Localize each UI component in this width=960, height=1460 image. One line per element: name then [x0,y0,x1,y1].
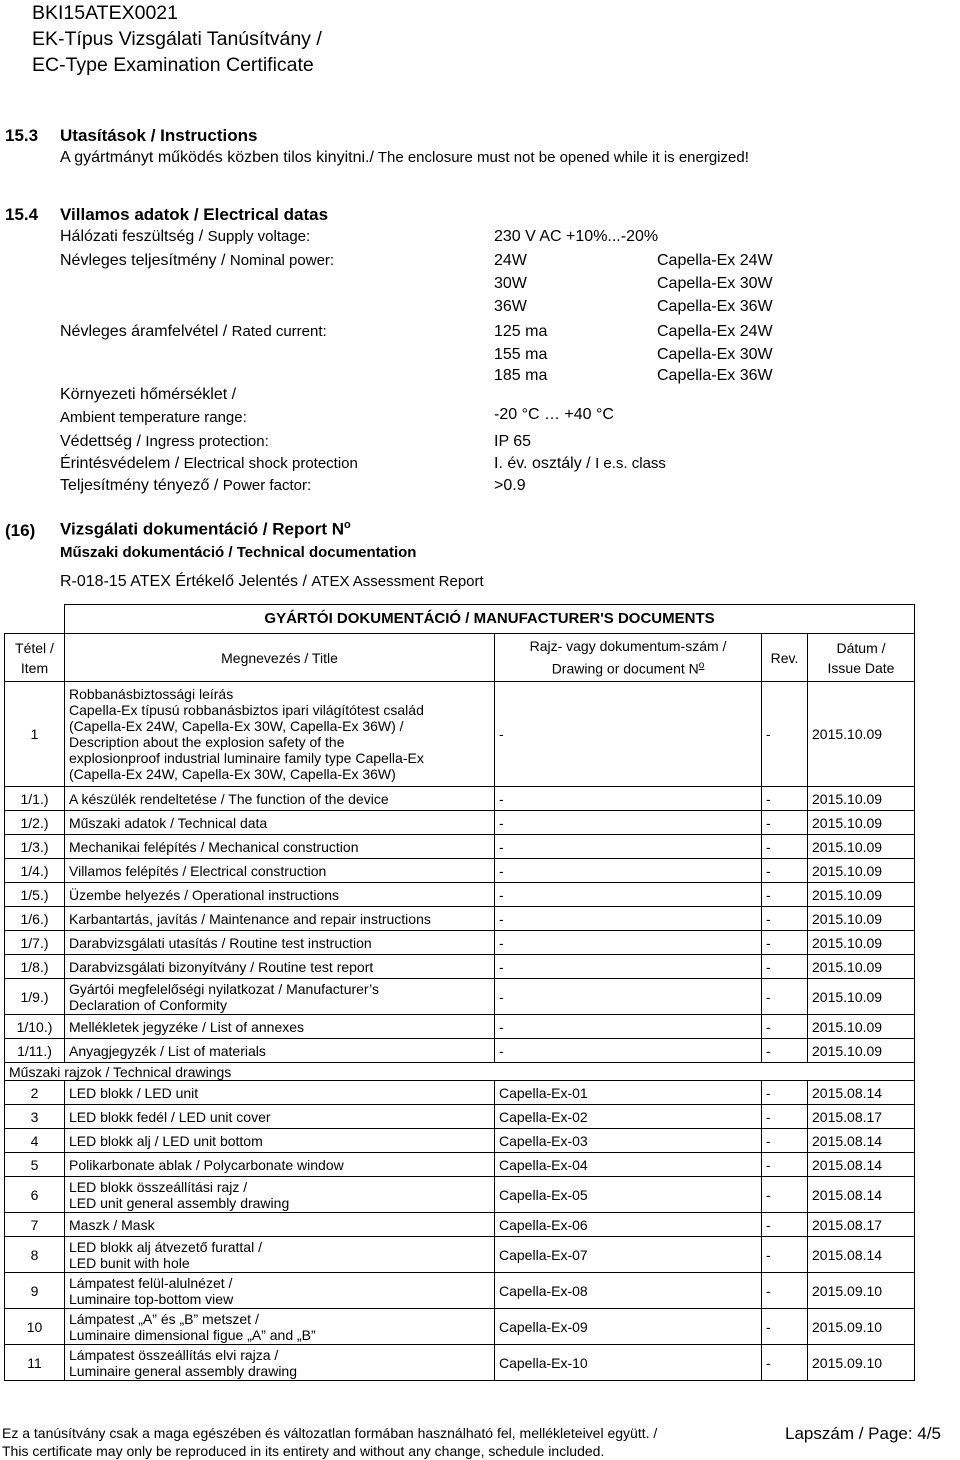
header-item: Tétel / Item [5,634,65,682]
supply-voltage-value: 230 V AC +10%...-20% [494,228,659,245]
table-row: 1/1.) A készülék rendeltetése / The function of the device - - 2015.10.09 [5,787,915,811]
footer-notice: Ez a tanúsítvány csak a maga egészében és változatlan formában használható fel, mellékleteivel együtt. / This certificate may only be reproduced in its entirety and without any change, schedule included. [2,1425,658,1459]
section-16-title: Vizsgálati dokumentáció / Report $N^o$ [60,519,351,539]
power-model: Capella-Ex 36W [657,298,773,315]
table-row: 1/5.) Üzembe helyezés / Operational instructions - - 2015.10.09 [5,883,915,907]
section-15-4-title: Villamos adatok / Electrical datas [60,205,329,224]
power-model: Capella-Ex 30W [657,275,773,292]
section-16-subtitle: Műszaki dokumentáció / Technical documentation [60,544,417,561]
page-number: Lapszám / Page: 4/5 [785,1424,941,1443]
table-row: 7 Maszk / Mask Capella-Ex-06 - 2015.08.17 [5,1213,915,1237]
ambient-temperature-label-hu: Környezeti hőmérséklet / [60,386,237,403]
ambient-temperature-label-en: Ambient temperature range: [60,409,247,426]
header-date: Dátum / Issue Date [808,634,915,682]
table-row: 8 LED blokk alj átvezető furattal / LED bunit with hole Capella-Ex-07 - 2015.08.14 [5,1237,915,1273]
table-row: 1/6.) Karbantartás, javítás / Maintenance and repair instructions - - 2015.10.09 [5,907,915,931]
certificate-number: BKI15ATEX0021 [32,2,178,24]
table-row: 1/7.) Darabvizsgálati utasítás / Routine test instruction - - 2015.10.09 [5,931,915,955]
current-value: 125 ma [494,323,548,340]
drawings-caption-row [5,1063,915,1081]
power-value: 24W [494,252,527,269]
table-row: 1/4.) Villamos felépítés / Electrical construction - - 2015.10.09 [5,859,915,883]
manufacturer-documents-table [4,604,915,1381]
section-15-3-title: Utasítások / Instructions [60,126,258,145]
table-row: 5 Polikarbonate ablak / Polycarbonate window Capella-Ex-04 - 2015.08.14 [5,1153,915,1177]
certificate-title-en: EC-Type Examination Certificate [32,54,314,76]
section-15-3-text: A gyártmányt működés közben tilos kinyitni./ The enclosure must not be opened while it is energized! [60,149,749,166]
ambient-temperature-value: -20 °C … +40 °C [494,406,614,423]
current-value: 155 ma [494,346,548,363]
table-row: 1/10.) Mellékletek jegyzéke / List of annexes - - 2015.10.09 [5,1015,915,1039]
table-header-row [5,634,915,682]
header-title: Megnevezés / Title [65,634,495,682]
drawings-caption: Műszaki rajzok / Technical drawings [5,1063,915,1081]
table-row: 1/3.) Mechanikai felépítés / Mechanical construction - - 2015.10.09 [5,835,915,859]
table-row: 4 LED blokk alj / LED unit bottom Capella-Ex-03 - 2015.08.14 [5,1129,915,1153]
shock-protection-value: I. év. osztály / I e.s. class [494,455,666,472]
ingress-protection-value: IP 65 [494,433,532,450]
table-row: 2 LED blokk / LED unit Capella-Ex-01 - 2015.08.14 [5,1081,915,1105]
supply-voltage-label: Hálózati feszültség / Supply voltage: [60,228,311,245]
table-row: 3 LED blokk fedél / LED unit cover Capella-Ex-02 - 2015.08.17 [5,1105,915,1129]
row1-title: Robbanásbiztossági leírás Capella-Ex típusú robbanásbiztos ipari világítótest család (Capella-Ex 24W, Capella-Ex 30W, Capella-Ex 36W) / Description about the explosion safety of the explosionproof industrial luminaire family type Capella-Ex (Capella-Ex 24W, Capella-Ex 30W, Capella-Ex 36W) [65,682,495,787]
current-model: Capella-Ex 36W [657,367,773,384]
power-value: 36W [494,298,527,315]
header-drawing: Rajz- vagy dokumentum-szám / Drawing or document $N^o$ [495,634,762,682]
power-factor-label: Teljesítmény tényező / Power factor: [60,477,312,494]
table-row: 9 Lámpatest felül-alulnézet / Luminaire top-bottom view Capella-Ex-08 - 2015.09.10 [5,1273,915,1309]
table-row: 11 Lámpatest összeállítás elvi rajza / Luminaire general assembly drawing Capella-Ex-10 - 2015.09.10 [5,1345,915,1381]
rated-current-label: Névleges áramfelvétel / Rated current: [60,323,327,340]
assessment-report: R-018-15 ATEX Értékelő Jelentés / ATEX Assessment Report [60,573,484,590]
current-model: Capella-Ex 24W [657,323,773,340]
section-16-number: (16) [5,521,36,540]
section-15-3-number: 15.3 [5,126,39,145]
ingress-protection-label: Védettség / Ingress protection: [60,433,269,450]
certificate-title-hu: EK-Típus Vizsgálati Tanúsítvány / [32,28,322,50]
table-caption-row [5,605,915,634]
table-row: 1/2.) Műszaki adatok / Technical data - - 2015.10.09 [5,811,915,835]
table-row: 1/9.) Gyártói megfelelőségi nyilatkozat / Manufacturer’s Declaration of Conformity - - 2015.10.09 [5,979,915,1015]
table-row: 10 Lámpatest „A” és „B” metszet / Luminaire dimensional figue „A” and „B” Capella-Ex-09 - 2015.09.10 [5,1309,915,1345]
power-value: 30W [494,275,527,292]
power-model: Capella-Ex 24W [657,252,773,269]
section-15-4-number: 15.4 [5,205,39,224]
current-model: Capella-Ex 30W [657,346,773,363]
current-value: 185 ma [494,367,548,384]
shock-protection-label: Érintésvédelem / Electrical shock protection [60,455,358,472]
table-row: 1/8.) Darabvizsgálati bizonyítvány / Routine test report - - 2015.10.09 [5,955,915,979]
table-row: 1 Robbanásbiztossági leírás Capella-Ex típusú robbanásbiztos ipari világítótest család (Capella-Ex 24W, Capella-Ex 30W, Capella-Ex 36W) / Description about the explosion safety of the explosionproof industrial luminaire family type Capella-Ex (Capella-Ex 24W, Capella-Ex 30W, Capella-Ex 36W) - - 2015.10.09 [5,682,915,787]
table-row: 6 LED blokk összeállítási rajz / LED unit general assembly drawing Capella-Ex-05 - 2015.08.14 [5,1177,915,1213]
table-row: 1/11.) Anyagjegyzék / List of materials - - 2015.10.09 [5,1039,915,1063]
power-factor-value: >0.9 [494,477,526,494]
table-caption: GYÁRTÓI DOKUMENTÁCIÓ / MANUFACTURER'S DOCUMENTS [65,605,915,634]
header-rev: Rev. [762,634,808,682]
nominal-power-label: Névleges teljesítmény / Nominal power: [60,252,335,269]
